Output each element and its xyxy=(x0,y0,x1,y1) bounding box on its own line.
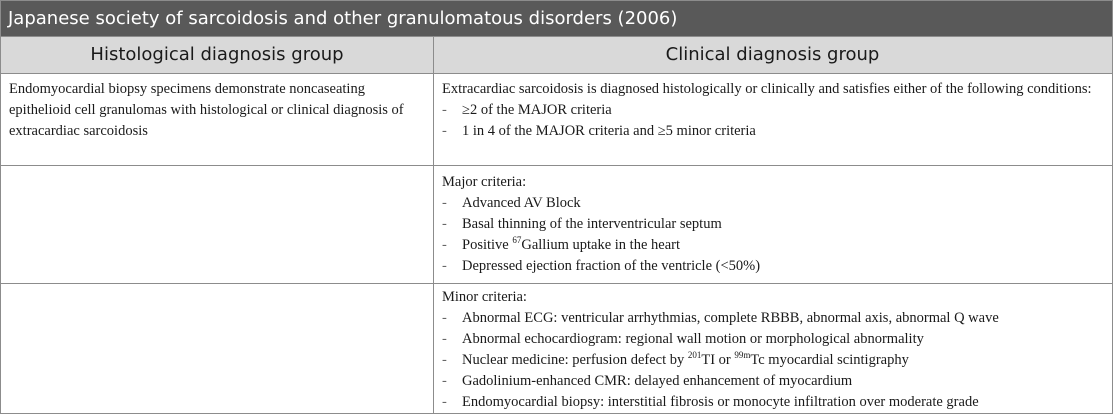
dash-bullet: - xyxy=(442,394,447,410)
dash-bullet: - xyxy=(442,237,447,253)
row-1-intro: Extracardiac sarcoidosis is diagnosed histologically or clinically and satisfies either of the following conditions: xyxy=(442,81,1092,97)
list-item: - Endomyocardial biopsy: interstitial fibrosis or monocyte infiltration over moderate grade xyxy=(442,392,1107,413)
dash-bullet: - xyxy=(442,310,447,326)
list-item: - Nuclear medicine: perfusion defect by $^{201}$TI or $^{99m}$Tc myocardial scintigraphy xyxy=(442,350,1107,371)
dash-bullet: - xyxy=(442,195,447,211)
dash-bullet: - xyxy=(442,216,447,232)
list-item: - Abnormal echocardiogram: regional wall motion or morphological abnormality xyxy=(442,329,1107,350)
histological-criteria-text: Endomyocardial biopsy specimens demonstrate noncaseating epithelioid cell granulomas with histological or clinical diagnosis of extracardiac sarcoidosis xyxy=(9,81,404,139)
dash-bullet: - xyxy=(442,331,447,347)
table-header-row xyxy=(1,36,1112,74)
list-item: - Gadolinium-enhanced CMR: delayed enhancement of myocardium xyxy=(442,371,1107,392)
list-item: - Depressed ejection fraction of the ventricle (<50%) xyxy=(442,256,1107,277)
row-divider xyxy=(1,283,1112,284)
column-divider xyxy=(433,36,434,413)
dash-bullet: - xyxy=(442,373,447,389)
list-item: - Basal thinning of the interventricular septum xyxy=(442,214,1107,235)
list-item: - Advanced AV Block xyxy=(442,193,1107,214)
dash-bullet: - xyxy=(442,352,447,368)
dash-bullet: - xyxy=(442,123,447,139)
list-item: - 1 in 4 of the MAJOR criteria and ≥5 minor criteria xyxy=(442,121,1107,142)
header-clinical: Clinical diagnosis group xyxy=(665,44,880,65)
dash-bullet: - xyxy=(442,258,447,274)
list-item: - ≥2 of the MAJOR criteria xyxy=(442,100,1107,121)
row-2-clinical-cell xyxy=(442,172,1107,277)
major-criteria-heading: Major criteria: xyxy=(442,174,527,190)
row-divider xyxy=(1,165,1112,166)
row-3-clinical-cell xyxy=(442,287,1107,413)
list-item: - Positive $^{67}$Gallium uptake in the heart xyxy=(442,235,1107,256)
minor-criteria-heading: Minor criteria: xyxy=(442,289,527,305)
table-title: Japanese society of sarcoidosis and other granulomatous disorders (2006) xyxy=(1,1,1112,36)
row-1-clinical-cell xyxy=(442,79,1107,142)
list-item: - Abnormal ECG: ventricular arrhythmias, complete RBBB, abnormal axis, abnormal Q wave xyxy=(442,308,1107,329)
dash-bullet: - xyxy=(442,102,447,118)
header-histological: Histological diagnosis group xyxy=(90,44,344,65)
